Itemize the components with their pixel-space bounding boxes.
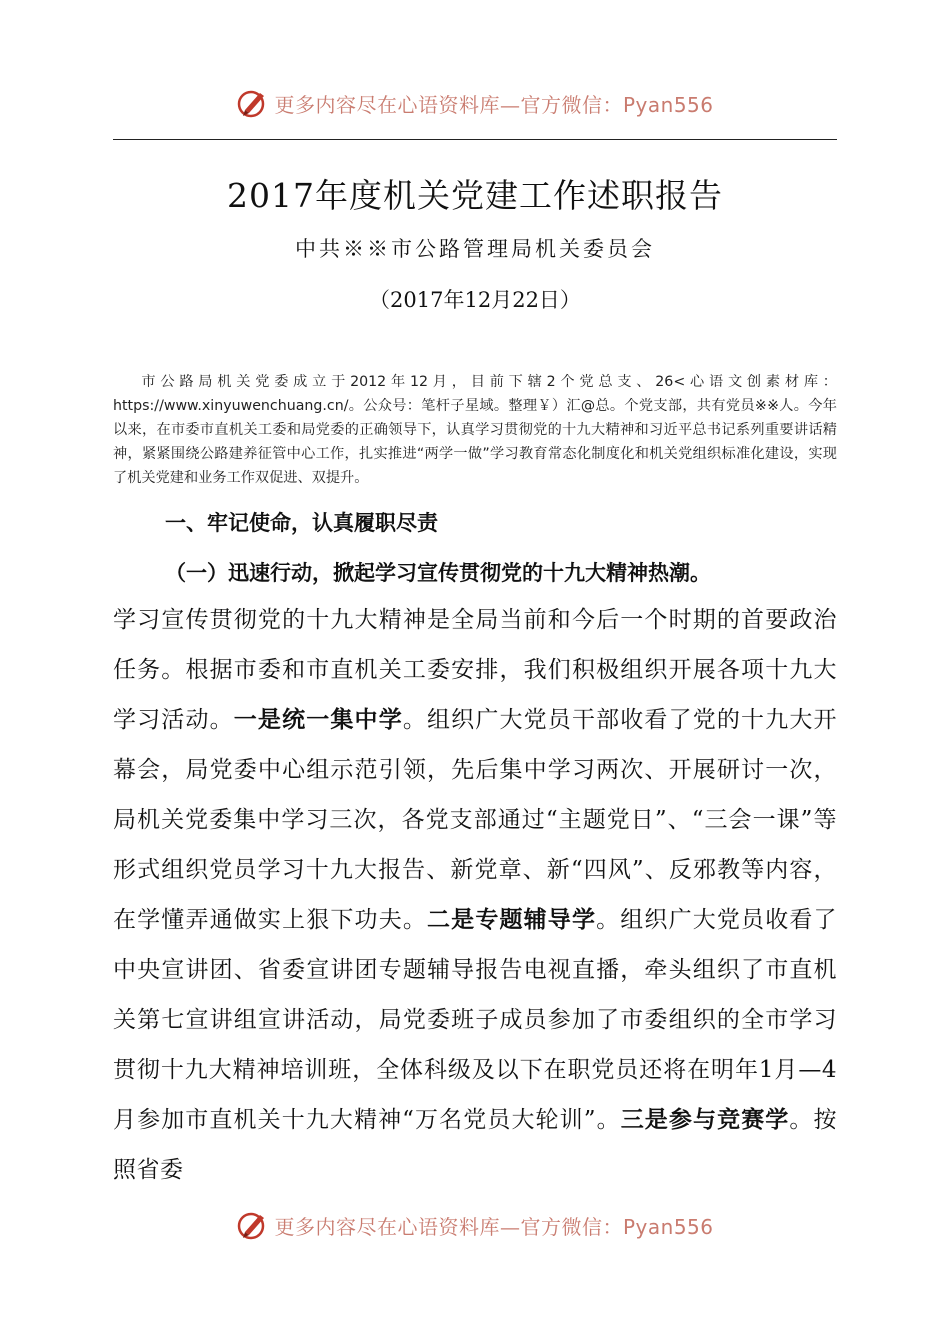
watermark-separator: — bbox=[499, 92, 521, 117]
pen-logo-icon bbox=[236, 1208, 270, 1242]
body-paragraph bbox=[113, 595, 837, 1195]
watermark-wechat-id: Pyan556 bbox=[622, 1214, 714, 1239]
header-watermark bbox=[0, 86, 950, 120]
bold-point-2: 二是专题辅导学 bbox=[427, 907, 597, 933]
intro-paragraph: 市公路局机关党委成立于2012年12月，目前下辖2个党总支、26<心语文创素材库：https://www.xinyuwenchuang.cn/。公众号：笔杆子星域。整理￥）汇@总。个党支部，共有党员※※人。今年以来，在市委市直机关工委和局党委的正确领导下，认真学习贯彻党的十九大精神和习近平总书记系列重要讲话精神，紧紧围绕公路建养征管中心工作，扎实推进“两学一做”学习教育常态化制度化和机关党组织标准化建设，实现了机关党建和业务工作双促进、双提升。 bbox=[113, 374, 837, 486]
watermark-wechat-id: Pyan556 bbox=[622, 92, 714, 117]
section-heading: 一、牢记使命，认真履职尽责 bbox=[165, 511, 438, 535]
body-text-3: 。组织广大党员收看了中央宣讲团、省委宣讲团专题辅导报告电视直播，牵头组织了市直机关第七宣讲组宣讲活动，局党委班子成员参加了市委组织的全市学习贯彻十九大精神培训班，全体科级及以下在职党员还将在明年1月—4月参加市直机关十九大精神“万名党员大轮训”。 bbox=[113, 907, 838, 1133]
body-text-1: 学习宣传贯彻党的十九大精神是全局当前和今后一个时期的首要政治任务。根据市委和市直机关工委安排，我们积极组织开展各项十九大学习活动。 bbox=[113, 607, 837, 733]
watermark-official-label: 官方微信： bbox=[520, 1214, 623, 1239]
subsection-heading: （一）迅速行动，掀起学习宣传贯彻党的十九大精神热潮。 bbox=[165, 561, 711, 585]
header-divider bbox=[113, 139, 837, 140]
bold-point-1: 一是统一集中学 bbox=[233, 707, 403, 733]
watermark-main-text: 更多内容尽在心语资料库 bbox=[274, 92, 500, 117]
footer-watermark bbox=[0, 1208, 950, 1242]
document-date: （2017年12月22日） bbox=[369, 288, 581, 312]
watermark-separator: — bbox=[499, 1214, 521, 1239]
pen-logo-icon bbox=[236, 86, 270, 120]
body-text-2: 。组织广大党员干部收看了党的十九大开幕会，局党委中心组示范引领，先后集中学习两次、开展研讨一次，局机关党委集中学习三次，各党支部通过“主题党日”、“三会一课”等形式组织党员学习十九大报告、新党章、新“四风”、反邪教等内容，在学懂弄通做实上狠下功夫。 bbox=[113, 707, 838, 933]
document-title: 2017年度机关党建工作述职报告 bbox=[227, 176, 723, 215]
document-subtitle: 中共※※市公路管理局机关委员会 bbox=[295, 237, 655, 261]
bold-point-3: 三是参与竞赛学 bbox=[620, 1107, 790, 1133]
body-text-4: 。按照省委 bbox=[113, 1107, 838, 1183]
watermark-official-label: 官方微信： bbox=[520, 92, 623, 117]
watermark-main-text: 更多内容尽在心语资料库 bbox=[274, 1214, 500, 1239]
